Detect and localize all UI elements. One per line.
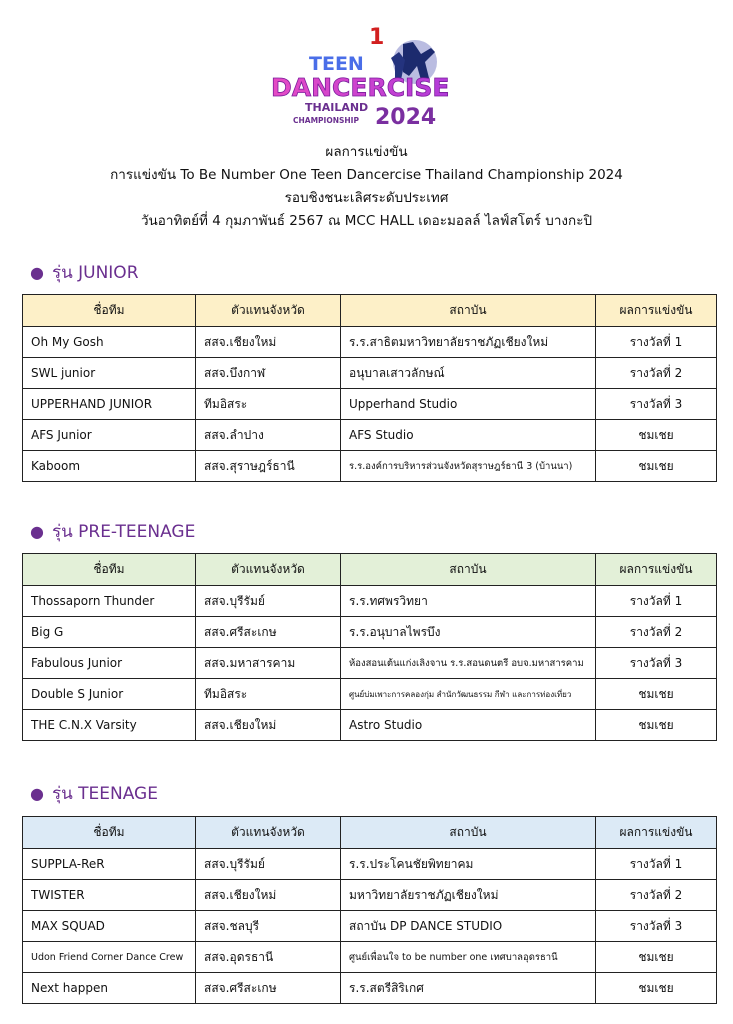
results-table-pre-teenage <box>22 553 717 741</box>
province: สสจ.บุรีรัมย์ <box>196 586 341 617</box>
team-name: Oh My Gosh <box>23 327 196 358</box>
province: สสจ.เชียงใหม่ <box>196 710 341 741</box>
table-row <box>23 710 717 741</box>
result: ชมเชย <box>596 451 717 482</box>
table-header-row <box>23 554 717 586</box>
province: ทีมอิสระ <box>196 389 341 420</box>
column-header: ชื่อทีม <box>23 554 196 586</box>
institution: อนุบาลเสาวลักษณ์ <box>341 358 596 389</box>
team-name: UPPERHAND JUNIOR <box>23 389 196 420</box>
team-name: THE C.N.X Varsity <box>23 710 196 741</box>
logo-championship: CHAMPIONSHIP <box>293 116 359 125</box>
team-name: Udon Friend Corner Dance Crew <box>23 942 196 973</box>
province: สสจ.เชียงใหม่ <box>196 327 341 358</box>
institution: สถาบัน DP DANCE STUDIO <box>341 911 596 942</box>
table-row <box>23 648 717 679</box>
table-row <box>23 451 717 482</box>
logo-teen: TEEN <box>309 53 364 75</box>
team-name: SWL junior <box>23 358 196 389</box>
column-header: สถาบัน <box>341 295 596 327</box>
event-logo <box>265 14 465 130</box>
institution: AFS Studio <box>341 420 596 451</box>
institution: Astro Studio <box>341 710 596 741</box>
header-date-venue: วันอาทิตย์ที่ 4 กุมภาพันธ์ 2567 ณ MCC HALL เดอะมอลล์ ไลฟ์สโตร์ บางกะปิ <box>140 213 593 229</box>
province: สสจ.มหาสารคาม <box>196 648 341 679</box>
province: สสจ.ชลบุรี <box>196 911 341 942</box>
institution: ร.ร.สาธิตมหาวิทยาลัยราชภัฏเชียงใหม่ <box>341 327 596 358</box>
section-title-junior: ● รุ่น JUNIOR <box>30 263 139 283</box>
province: สสจ.สุราษฎร์ธานี <box>196 451 341 482</box>
institution: ศูนย์เพื่อนใจ to be number one เทศบาลอุดรธานี <box>341 942 596 973</box>
province: ทีมอิสระ <box>196 679 341 710</box>
header-title: ผลการแข่งขัน <box>325 144 408 160</box>
result: รางวัลที่ 3 <box>596 389 717 420</box>
institution: ร.ร.สตรีสิริเกศ <box>341 973 596 1004</box>
team-name: Next happen <box>23 973 196 1004</box>
logo-dancercise: DANCERCISE <box>271 73 450 102</box>
logo-thailand: THAILAND <box>305 101 369 114</box>
table-row <box>23 617 717 648</box>
table-row <box>23 880 717 911</box>
logo-year: 2024 <box>375 105 437 130</box>
province: สสจ.ลำปาง <box>196 420 341 451</box>
team-name: MAX SQUAD <box>23 911 196 942</box>
column-header: ตัวแทนจังหวัด <box>196 817 341 849</box>
result: รางวัลที่ 3 <box>596 911 717 942</box>
province: สสจ.อุดรธานี <box>196 942 341 973</box>
table-row <box>23 420 717 451</box>
province: สสจ.เชียงใหม่ <box>196 880 341 911</box>
results-table-teenage <box>22 816 717 1004</box>
team-name: TWISTER <box>23 880 196 911</box>
bullet-icon: ● <box>30 263 44 282</box>
result: รางวัลที่ 1 <box>596 849 717 880</box>
table-header-row <box>23 817 717 849</box>
institution: Upperhand Studio <box>341 389 596 420</box>
result: ชมเชย <box>596 679 717 710</box>
province: สสจ.ศรีสะเกษ <box>196 617 341 648</box>
column-header: ชื่อทีม <box>23 295 196 327</box>
header-competition: การแข่งขัน To Be Number One Teen Dancercise Thailand Championship 2024 <box>110 167 623 183</box>
table-row <box>23 679 717 710</box>
result: รางวัลที่ 2 <box>596 880 717 911</box>
result: ชมเชย <box>596 710 717 741</box>
result: รางวัลที่ 1 <box>596 327 717 358</box>
team-name: Double S Junior <box>23 679 196 710</box>
institution: ร.ร.ประโคนชัยพิทยาคม <box>341 849 596 880</box>
institution: มหาวิทยาลัยราชภัฏเชียงใหม่ <box>341 880 596 911</box>
institution: ร.ร.องค์การบริหารส่วนจังหวัดสุราษฎร์ธานี 3 (บ้านนา) <box>341 451 596 482</box>
result: รางวัลที่ 2 <box>596 358 717 389</box>
result: ชมเชย <box>596 420 717 451</box>
institution: ศูนย์บ่มเพาะการคลองกุ่ม สำนักวัฒนธรรม กีฬา และการท่องเที่ยว <box>341 679 596 710</box>
result: ชมเชย <box>596 973 717 1004</box>
institution: ห้องสอนเต้นแก่งเลิงจาน ร.ร.สอนดนตรี อบจ.มหาสารคาม <box>341 648 596 679</box>
team-name: SUPPLA-ReR <box>23 849 196 880</box>
institution: ร.ร.อนุบาลไพรบึง <box>341 617 596 648</box>
result: ชมเชย <box>596 942 717 973</box>
column-header: สถาบัน <box>341 817 596 849</box>
column-header: ตัวแทนจังหวัด <box>196 554 341 586</box>
result: รางวัลที่ 1 <box>596 586 717 617</box>
column-header: ผลการแข่งขัน <box>596 295 717 327</box>
team-name: Big G <box>23 617 196 648</box>
table-row <box>23 911 717 942</box>
column-header: สถาบัน <box>341 554 596 586</box>
bullet-icon: ● <box>30 784 44 803</box>
result: รางวัลที่ 2 <box>596 617 717 648</box>
logo-number: 1 <box>369 25 385 50</box>
table-row <box>23 942 717 973</box>
province: สสจ.บุรีรัมย์ <box>196 849 341 880</box>
bullet-icon: ● <box>30 522 44 541</box>
column-header: ตัวแทนจังหวัด <box>196 295 341 327</box>
section-title-teenage: ● รุ่น TEENAGE <box>30 784 158 804</box>
team-name: Kaboom <box>23 451 196 482</box>
team-name: Fabulous Junior <box>23 648 196 679</box>
province: สสจ.ศรีสะเกษ <box>196 973 341 1004</box>
table-row <box>23 849 717 880</box>
document-header <box>0 141 733 233</box>
results-table-junior <box>22 294 717 482</box>
province: สสจ.บึงกาฬ <box>196 358 341 389</box>
institution: ร.ร.ทศพรวิทยา <box>341 586 596 617</box>
table-row <box>23 389 717 420</box>
result: รางวัลที่ 3 <box>596 648 717 679</box>
team-name: Thossaporn Thunder <box>23 586 196 617</box>
table-row <box>23 358 717 389</box>
table-row <box>23 973 717 1004</box>
table-row <box>23 586 717 617</box>
table-header-row <box>23 295 717 327</box>
header-round: รอบชิงชนะเลิศระดับประเทศ <box>284 190 449 206</box>
column-header: ผลการแข่งขัน <box>596 817 717 849</box>
table-row <box>23 327 717 358</box>
column-header: ผลการแข่งขัน <box>596 554 717 586</box>
column-header: ชื่อทีม <box>23 817 196 849</box>
team-name: AFS Junior <box>23 420 196 451</box>
section-title-pre-teenage: ● รุ่น PRE-TEENAGE <box>30 522 196 542</box>
